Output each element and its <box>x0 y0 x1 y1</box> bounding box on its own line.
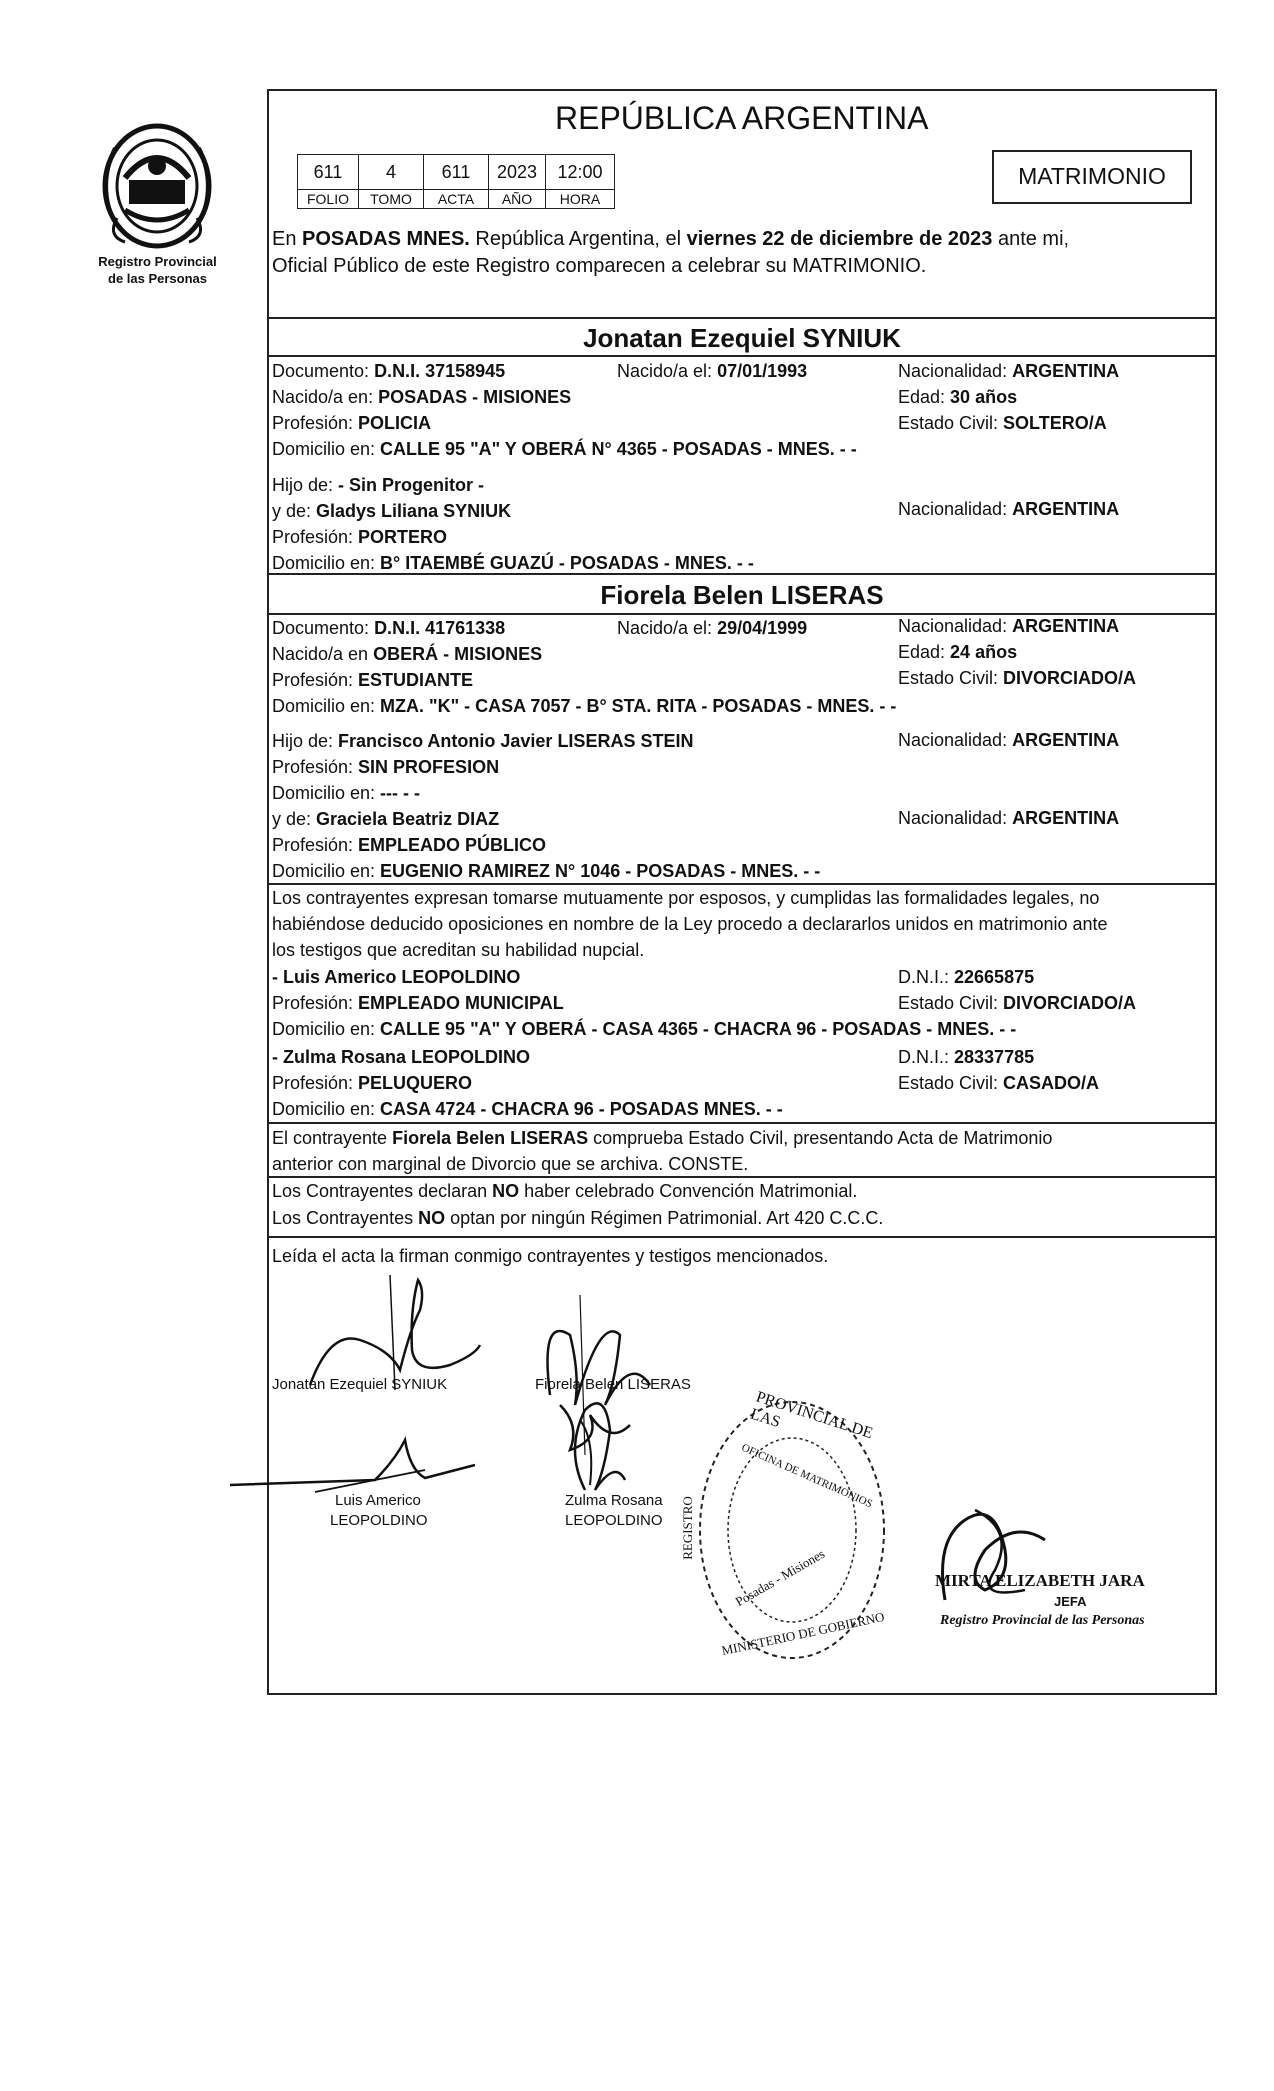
groom-profession: Profesión: POLICIA <box>272 413 432 433</box>
seal-inner: OFICINA DE MATRIMONIOS <box>739 1441 875 1511</box>
groom-name: Jonatan Ezequiel SYNIUK <box>583 323 901 353</box>
witness1-dni: D.N.I.: 22665875 <box>898 967 1035 987</box>
witness1-signature-label-1: Luis Americo <box>335 1492 421 1509</box>
witness2-name: - Zulma Rosana LEOPOLDINO <box>272 1047 531 1067</box>
groom-birthplace: Nacido/a en: POSADAS - MISIONES <box>272 387 572 407</box>
bride-birthplace: Nacido/a en OBERÁ - MISIONES <box>272 644 543 664</box>
witness1-name: - Luis Americo LEOPOLDINO <box>272 967 521 987</box>
closing-text: Leída el acta la firman conmigo contrayentes y testigos mencionados. <box>272 1246 829 1266</box>
bride-mother-profession: Profesión: EMPLEADO PÚBLICO <box>272 835 547 855</box>
groom-mother-address: Domicilio en: B° ITAEMBÉ GUAZÚ - POSADAS - MNES. - - <box>272 553 754 573</box>
declaration-line-2: habiéndose deducido oposiciones en nombre de la Ley procedo a declararlos unidos en matrimonio ante <box>272 914 1108 934</box>
witness2-signature <box>555 1390 645 1500</box>
official-signature <box>925 1490 1065 1610</box>
civil-status-note-1: El contrayente Fiorela Belen LISERAS comprueba Estado Civil, presentando Acta de Matrimonio <box>272 1128 1053 1148</box>
tomo-value: 4 <box>359 155 424 190</box>
groom-mother: y de: Gladys Liliana SYNIUK <box>272 501 512 521</box>
bride-mother: y de: Graciela Beatriz DIAZ <box>272 809 500 829</box>
hora-label: HORA <box>546 190 615 209</box>
bride-father: Hijo de: Francisco Antonio Javier LISERAS STEIN <box>272 731 694 751</box>
seal-ring-bottom: MINISTERIO DE GOBIERNO <box>720 1608 886 1659</box>
witness1-address: Domicilio en: CALLE 95 "A" Y OBERÁ - CASA 4365 - CHACRA 96 - POSADAS - MNES. - - <box>272 1019 1017 1039</box>
bride-father-nationality: Nacionalidad: ARGENTINA <box>898 730 1120 750</box>
official-title: JEFA <box>1054 1594 1087 1609</box>
groom-mother-nationality: Nacionalidad: ARGENTINA <box>898 499 1120 519</box>
bride-father-address: Domicilio en: --- - - <box>272 783 421 803</box>
groom-document: Documento: D.N.I. 37158945 <box>272 361 506 381</box>
convention-line-1: Los Contrayentes declaran NO haber celebrado Convención Matrimonial. <box>272 1181 858 1201</box>
groom-age: Edad: 30 años <box>898 387 1018 407</box>
anio-label: AÑO <box>489 190 546 209</box>
provincial-logo <box>95 118 220 298</box>
bride-name: Fiorela Belen LISERAS <box>600 580 884 610</box>
divider <box>267 317 1217 319</box>
witness2-profession: Profesión: PELUQUERO <box>272 1073 473 1093</box>
seal-bottom: Posadas - Misiones <box>732 1545 828 1610</box>
declaration-line-3: los testigos que acreditan su habilidad nupcial. <box>272 940 645 960</box>
bride-mother-nationality: Nacionalidad: ARGENTINA <box>898 808 1120 828</box>
registry-round-seal <box>679 1388 895 1670</box>
certificate-type: MATRIMONIO <box>1018 163 1166 189</box>
bride-mother-address: Domicilio en: EUGENIO RAMIREZ N° 1046 - POSADAS - MNES. - - <box>272 861 821 881</box>
divider <box>267 1122 1217 1124</box>
witness1-profession: Profesión: EMPLEADO MUNICIPAL <box>272 993 564 1013</box>
groom-address: Domicilio en: CALLE 95 "A" Y OBERÁ N° 4365 - POSADAS - MNES. - - <box>272 439 857 459</box>
registry-table <box>297 154 615 209</box>
tomo-label: TOMO <box>359 190 424 209</box>
witness1-signature-label-2: LEOPOLDINO <box>330 1512 428 1529</box>
convention-line-2: Los Contrayentes NO optan por ningún Régimen Patrimonial. Art 420 C.C.C. <box>272 1208 884 1228</box>
declaration-line-1: Los contrayentes expresan tomarse mutuamente por esposos, y cumplidas las formalidades legales, no <box>272 888 1100 908</box>
witness1-signature <box>225 1430 485 1500</box>
bride-address: Domicilio en: MZA. "K" - CASA 7057 - B° STA. RITA - POSADAS - MNES. - - <box>272 696 897 716</box>
bride-signature-label: Fiorela Belen LISERAS <box>535 1376 691 1393</box>
seal-ring-left: REGISTRO <box>679 1496 695 1560</box>
bride-civil-status: Estado Civil: DIVORCIADO/A <box>898 668 1137 688</box>
bride-profession: Profesión: ESTUDIANTE <box>272 670 474 690</box>
seal-ring-top: PROVINCIAL DE LAS <box>748 1388 875 1443</box>
divider <box>267 355 1217 357</box>
divider <box>267 1236 1217 1238</box>
anio-value: 2023 <box>489 155 546 190</box>
divider <box>267 573 1217 575</box>
groom-mother-profession: Profesión: PORTERO <box>272 527 448 547</box>
witness2-civil-status: Estado Civil: CASADO/A <box>898 1073 1100 1093</box>
intro-line-2: Oficial Público de este Registro comparecen a celebrar su MATRIMONIO. <box>272 255 927 277</box>
folio-label: FOLIO <box>298 190 359 209</box>
witness1-civil-status: Estado Civil: DIVORCIADO/A <box>898 993 1137 1013</box>
official-office: Registro Provincial de las Personas <box>940 1613 1145 1628</box>
folio-value: 611 <box>298 155 359 190</box>
acta-value: 611 <box>424 155 489 190</box>
civil-status-note-2: anterior con marginal de Divorcio que se archiva. CONSTE. <box>272 1154 749 1174</box>
bride-nationality: Nacionalidad: ARGENTINA <box>898 616 1120 636</box>
bride-age: Edad: 24 años <box>898 642 1018 662</box>
witness2-signature-label-2: LEOPOLDINO <box>565 1512 663 1529</box>
acta-label: ACTA <box>424 190 489 209</box>
groom-civil-status: Estado Civil: SOLTERO/A <box>898 413 1107 433</box>
groom-birthdate: Nacido/a el: 07/01/1993 <box>617 361 808 381</box>
bride-document: Documento: D.N.I. 41761338 <box>272 618 506 638</box>
bride-father-profession: Profesión: SIN PROFESION <box>272 757 500 777</box>
groom-nationality: Nacionalidad: ARGENTINA <box>898 361 1120 381</box>
groom-father: Hijo de: - Sin Progenitor - <box>272 475 485 495</box>
bride-birthdate: Nacido/a el: 29/04/1999 <box>617 618 808 638</box>
provincial-seal-icon <box>95 118 220 253</box>
logo-caption-2: de las Personas <box>108 271 207 286</box>
witness2-signature-label-1: Zulma Rosana <box>565 1492 663 1509</box>
witness2-dni: D.N.I.: 28337785 <box>898 1047 1035 1067</box>
witness2-address: Domicilio en: CASA 4724 - CHACRA 96 - POSADAS MNES. - - <box>272 1099 783 1119</box>
divider <box>267 883 1217 885</box>
hora-value: 12:00 <box>546 155 615 190</box>
official-name: MIRTA ELIZABETH JARA <box>935 1571 1145 1590</box>
groom-signature-label: Jonatan Ezequiel SYNIUK <box>272 1376 448 1393</box>
intro-line-1: En POSADAS MNES. República Argentina, el viernes 22 de diciembre de 2023 ante mi, <box>272 228 1070 250</box>
logo-caption-1: Registro Provincial <box>98 254 217 269</box>
divider <box>267 1176 1217 1178</box>
page-title: REPÚBLICA ARGENTINA <box>555 100 929 136</box>
